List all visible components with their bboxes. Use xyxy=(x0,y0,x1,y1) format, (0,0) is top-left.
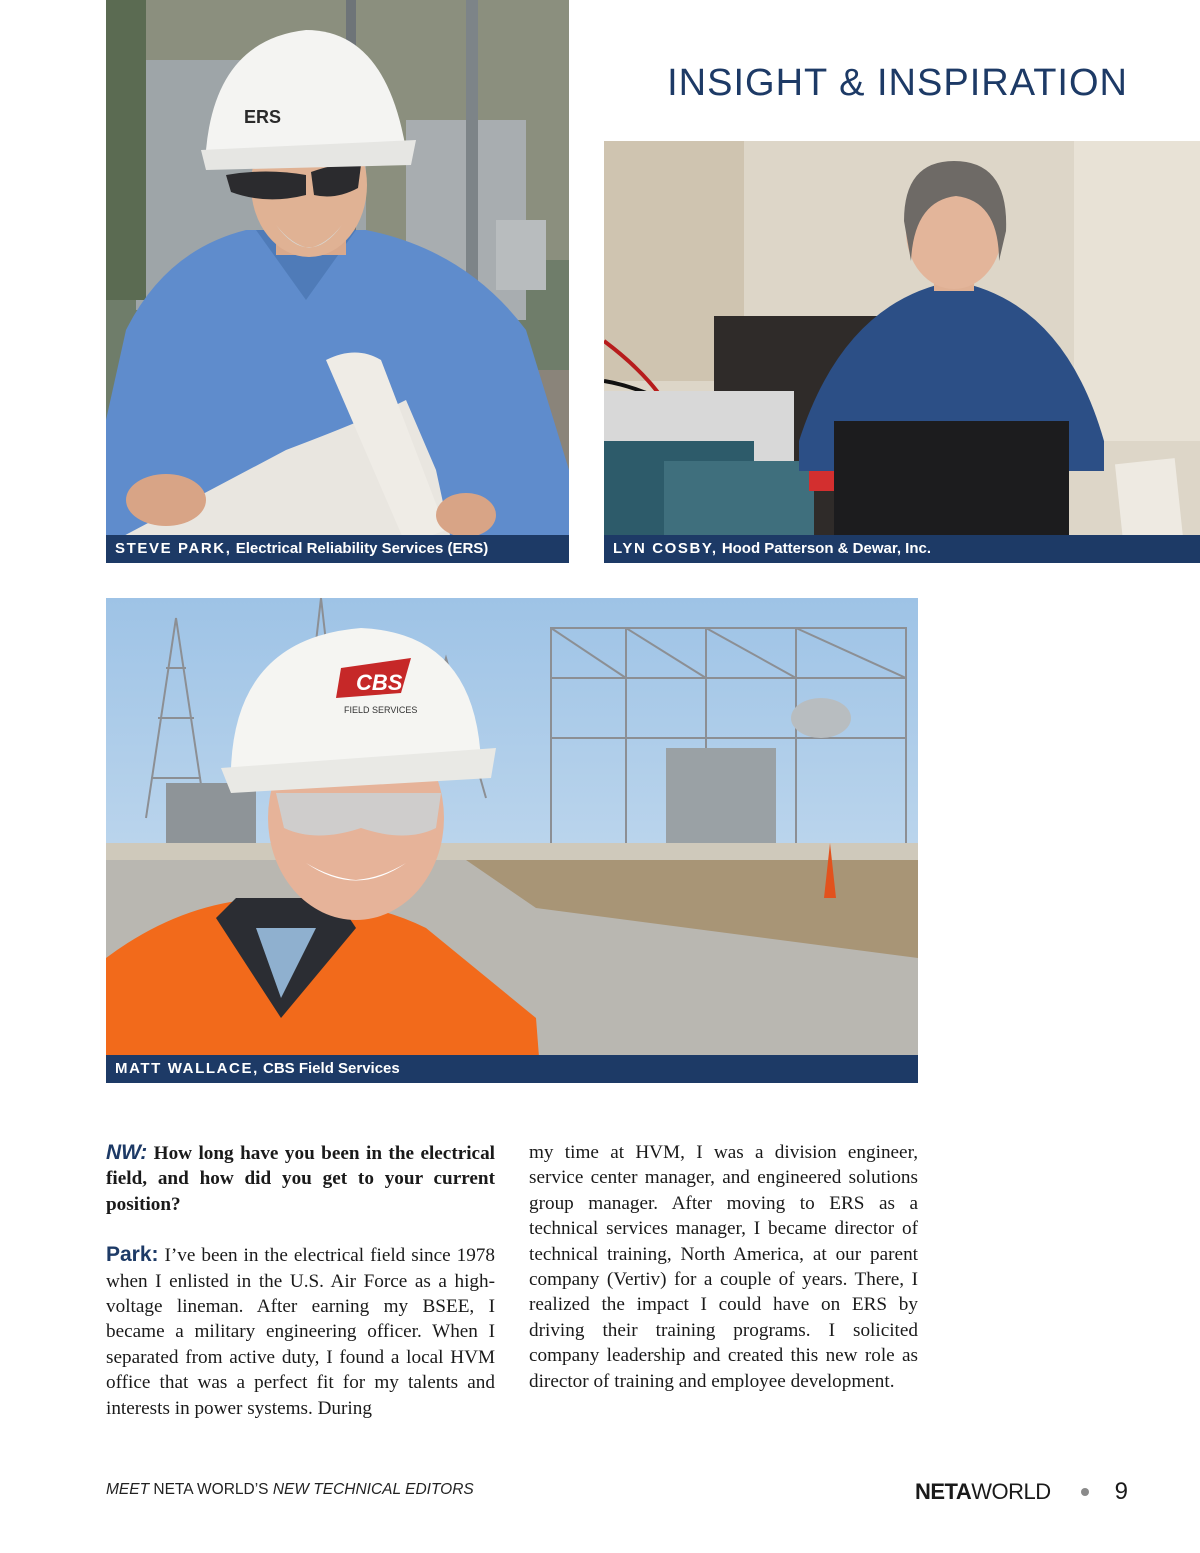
photo-matt-wallace xyxy=(106,598,918,1083)
caption-matt-wallace xyxy=(106,1055,918,1083)
answer-text-part1: I’ve been in the electrical field since 1978 when I enlisted in the U.S. Air Force as a high-voltage lineman. After earning my BSEE, I became a military engineering officer. When I separated from active duty, I found a local HVM office that was a perfect fit for my talents and interests in power systems. During xyxy=(106,1245,495,1419)
brand-world: WORLD xyxy=(971,1479,1051,1504)
footer-section-label xyxy=(106,1481,474,1499)
caption-name: LYN COSBY, xyxy=(613,540,718,557)
caption-lyn-cosby xyxy=(604,535,1200,563)
interview-question xyxy=(106,1140,495,1217)
article-column-left xyxy=(106,1140,495,1421)
caption-name: STEVE PARK, xyxy=(115,540,232,557)
wallace-hat-logo: CBS xyxy=(356,670,403,695)
footer-brand xyxy=(915,1478,1128,1506)
cosby-photo-illustration xyxy=(604,141,1200,563)
caption-company: CBS Field Services xyxy=(263,1060,400,1077)
section-title: INSIGHT & INSPIRATION xyxy=(667,62,1128,104)
wallace-hat-sub: FIELD SERVICES xyxy=(344,705,418,715)
footer-meet: MEET xyxy=(106,1481,150,1498)
answer-text-part2: my time at HVM, I was a division engineer, service center manager, and engineered solutions group manager. After moving to ERS as a technical services manager, I became director of technical training, North America, at our parent company (Vertiv) for a couple of years. There, I realized the impact I could have on ERS by driving their training programs. I solicited company leadership and created this new role as director of training and employee development. xyxy=(529,1142,918,1392)
caption-steve-park xyxy=(106,535,569,563)
interview-answer xyxy=(106,1242,495,1421)
caption-company: Hood Patterson & Dewar, Inc. xyxy=(721,540,932,557)
park-hat-logo: ERS xyxy=(244,107,282,127)
footer-middle: NETA WORLD’S xyxy=(153,1481,269,1498)
article-column-right xyxy=(529,1140,918,1394)
answer-tag: Park: xyxy=(106,1243,159,1267)
caption-name: MATT WALLACE, xyxy=(115,1060,259,1077)
photo-lyn-cosby xyxy=(604,141,1200,563)
question-tag: NW: xyxy=(106,1141,148,1164)
question-text: How long have you been in the electrical field, and how did you get to your current position? xyxy=(106,1143,495,1215)
brand-neta: NETA xyxy=(914,1479,972,1504)
page-number: 9 xyxy=(1114,1478,1128,1505)
park-photo-illustration xyxy=(106,0,569,563)
separator-dot-icon xyxy=(1081,1488,1089,1496)
wallace-photo-illustration xyxy=(106,598,918,1083)
footer-rest: NEW TECHNICAL EDITORS xyxy=(272,1481,474,1498)
caption-company: Electrical Reliability Services (ERS) xyxy=(235,540,489,557)
photo-steve-park xyxy=(106,0,569,563)
